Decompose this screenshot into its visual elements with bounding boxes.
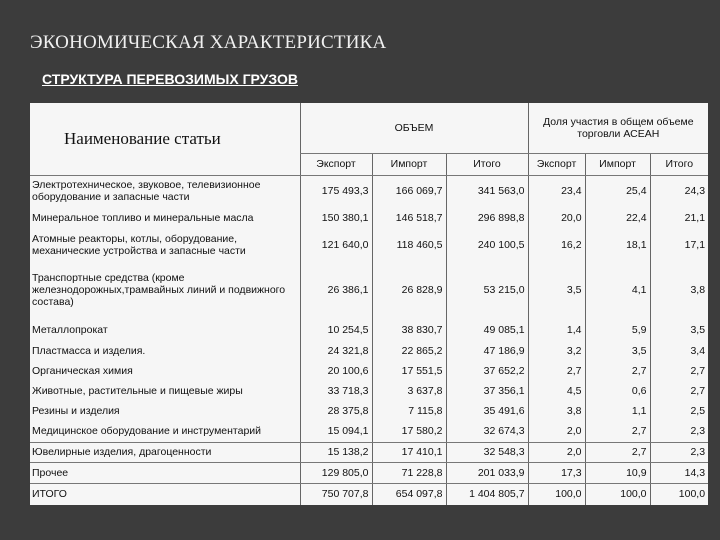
- row-value: 7 115,8: [372, 401, 446, 421]
- slide-subtitle: СТРУКТУРА ПЕРЕВОЗИМЫХ ГРУЗОВ: [42, 71, 298, 87]
- row-value: 1 404 805,7: [446, 483, 528, 505]
- row-value: 296 898,8: [446, 207, 528, 229]
- row-value: 26 386,1: [300, 261, 372, 319]
- share-group-header: Доля участия в общем объеме торговли АСЕАН: [528, 103, 708, 153]
- row-value: 17 580,2: [372, 421, 446, 442]
- row-value: 35 491,6: [446, 401, 528, 421]
- row-name: Транспортные средства (кроме железнодорожных,трамвайных линий и подвижного состава): [32, 272, 286, 308]
- row-value: 49 085,1: [446, 319, 528, 341]
- row-value: 150 380,1: [300, 207, 372, 229]
- row-value: 2,7: [650, 381, 708, 401]
- col-header-import: Импорт: [372, 153, 446, 175]
- row-value: 4,1: [585, 261, 650, 319]
- row-value: 341 563,0: [446, 175, 528, 207]
- row-value: 20,0: [528, 207, 585, 229]
- row-name: Органическая химия: [32, 365, 133, 377]
- slide-title: ЭКОНОМИЧЕСКАЯ ХАРАКТЕРИСТИКА: [30, 32, 387, 53]
- table-row: [30, 341, 708, 361]
- row-value: 47 186,9: [446, 341, 528, 361]
- cargo-structure-table: [30, 103, 708, 505]
- row-value: 100,0: [650, 483, 708, 505]
- row-value: 4,5: [528, 381, 585, 401]
- table-row: [30, 319, 708, 341]
- row-name: Минеральное топливо и минеральные масла: [32, 212, 254, 224]
- row-value: 2,0: [528, 421, 585, 442]
- table-row: [30, 175, 708, 207]
- row-value: 2,5: [650, 401, 708, 421]
- col-header-total: Итого: [446, 153, 528, 175]
- row-value: 24 321,8: [300, 341, 372, 361]
- row-value: 23,4: [528, 175, 585, 207]
- row-value: 3,5: [528, 261, 585, 319]
- row-value: 175 493,3: [300, 175, 372, 207]
- col-header-export: Экспорт: [300, 153, 372, 175]
- row-value: 100,0: [528, 483, 585, 505]
- row-value: 201 033,9: [446, 462, 528, 483]
- row-value: 14,3: [650, 462, 708, 483]
- table-row: [30, 207, 708, 229]
- row-value: 100,0: [585, 483, 650, 505]
- row-value: 2,3: [650, 421, 708, 442]
- row-name: Животные, растительные и пищевые жиры: [32, 385, 243, 397]
- row-value: 5,9: [585, 319, 650, 341]
- row-name: Электротехническое, звуковое, телевизионное оборудование и запасные части: [32, 179, 261, 204]
- col-header-share-total: Итого: [650, 153, 708, 175]
- table-row: [30, 229, 708, 261]
- table-row: [30, 462, 708, 483]
- row-value: 28 375,8: [300, 401, 372, 421]
- row-value: 166 069,7: [372, 175, 446, 207]
- row-name: Ювелирные изделия, драгоценности: [30, 442, 300, 462]
- row-value: 3,5: [650, 319, 708, 341]
- row-value: 15 138,2: [300, 442, 372, 462]
- row-value: 3,2: [528, 341, 585, 361]
- row-value: 17,3: [528, 462, 585, 483]
- row-name: Пластмасса и изделия.: [32, 345, 146, 357]
- row-value: 0,6: [585, 381, 650, 401]
- col-header-share-export: Экспорт: [528, 153, 585, 175]
- table-row: [30, 442, 708, 462]
- row-value: 10,9: [585, 462, 650, 483]
- row-value: 3,8: [650, 261, 708, 319]
- row-value: 1,1: [585, 401, 650, 421]
- row-value: 21,1: [650, 207, 708, 229]
- row-name: Прочее: [30, 462, 300, 483]
- row-value: 22,4: [585, 207, 650, 229]
- row-value: 37 356,1: [446, 381, 528, 401]
- row-value: 10 254,5: [300, 319, 372, 341]
- row-value: 240 100,5: [446, 229, 528, 261]
- row-name: ИТОГО: [32, 488, 67, 501]
- row-value: 121 640,0: [300, 229, 372, 261]
- row-value: 3,4: [650, 341, 708, 361]
- volume-group-header: ОБЪЕМ: [300, 103, 528, 153]
- row-value: 20 100,6: [300, 361, 372, 381]
- row-value: 3 637,8: [372, 381, 446, 401]
- row-value: 32 674,3: [446, 421, 528, 442]
- table-row: [30, 421, 708, 442]
- row-value: 146 518,7: [372, 207, 446, 229]
- table-row: [30, 401, 708, 421]
- table-row: [30, 261, 708, 319]
- row-value: 53 215,0: [446, 261, 528, 319]
- row-value: 2,7: [585, 442, 650, 462]
- row-value: 2,0: [528, 442, 585, 462]
- row-name: Металлопрокат: [32, 324, 108, 336]
- row-value: 3,5: [585, 341, 650, 361]
- col-header-share-import: Импорт: [585, 153, 650, 175]
- row-value: 71 228,8: [372, 462, 446, 483]
- row-value: 654 097,8: [372, 483, 446, 505]
- row-value: 2,7: [650, 361, 708, 381]
- row-value: 32 548,3: [446, 442, 528, 462]
- row-value: 33 718,3: [300, 381, 372, 401]
- row-value: 15 094,1: [300, 421, 372, 442]
- row-value: 25,4: [585, 175, 650, 207]
- row-name: Резины и изделия: [32, 405, 120, 417]
- row-value: 18,1: [585, 229, 650, 261]
- row-value: 2,3: [650, 442, 708, 462]
- name-column-header: Наименование статьи: [30, 103, 300, 175]
- row-value: 37 652,2: [446, 361, 528, 381]
- row-value: 129 805,0: [300, 462, 372, 483]
- row-value: 24,3: [650, 175, 708, 207]
- row-value: 16,2: [528, 229, 585, 261]
- row-value: 17 551,5: [372, 361, 446, 381]
- row-value: 2,7: [585, 361, 650, 381]
- row-value: 17 410,1: [372, 442, 446, 462]
- row-value: 750 707,8: [300, 483, 372, 505]
- row-value: 38 830,7: [372, 319, 446, 341]
- row-value: 26 828,9: [372, 261, 446, 319]
- row-value: 2,7: [528, 361, 585, 381]
- row-value: 118 460,5: [372, 229, 446, 261]
- row-name: Медицинское оборудование и инструментарий: [30, 421, 300, 442]
- row-value: 2,7: [585, 421, 650, 442]
- row-value: 3,8: [528, 401, 585, 421]
- table-row: [30, 361, 708, 381]
- row-value: 1,4: [528, 319, 585, 341]
- row-value: 17,1: [650, 229, 708, 261]
- row-name: Атомные реакторы, котлы, оборудование, механические устройства и запасные части: [32, 233, 246, 257]
- table-row: [30, 381, 708, 401]
- table-row: [30, 483, 708, 505]
- row-value: 22 865,2: [372, 341, 446, 361]
